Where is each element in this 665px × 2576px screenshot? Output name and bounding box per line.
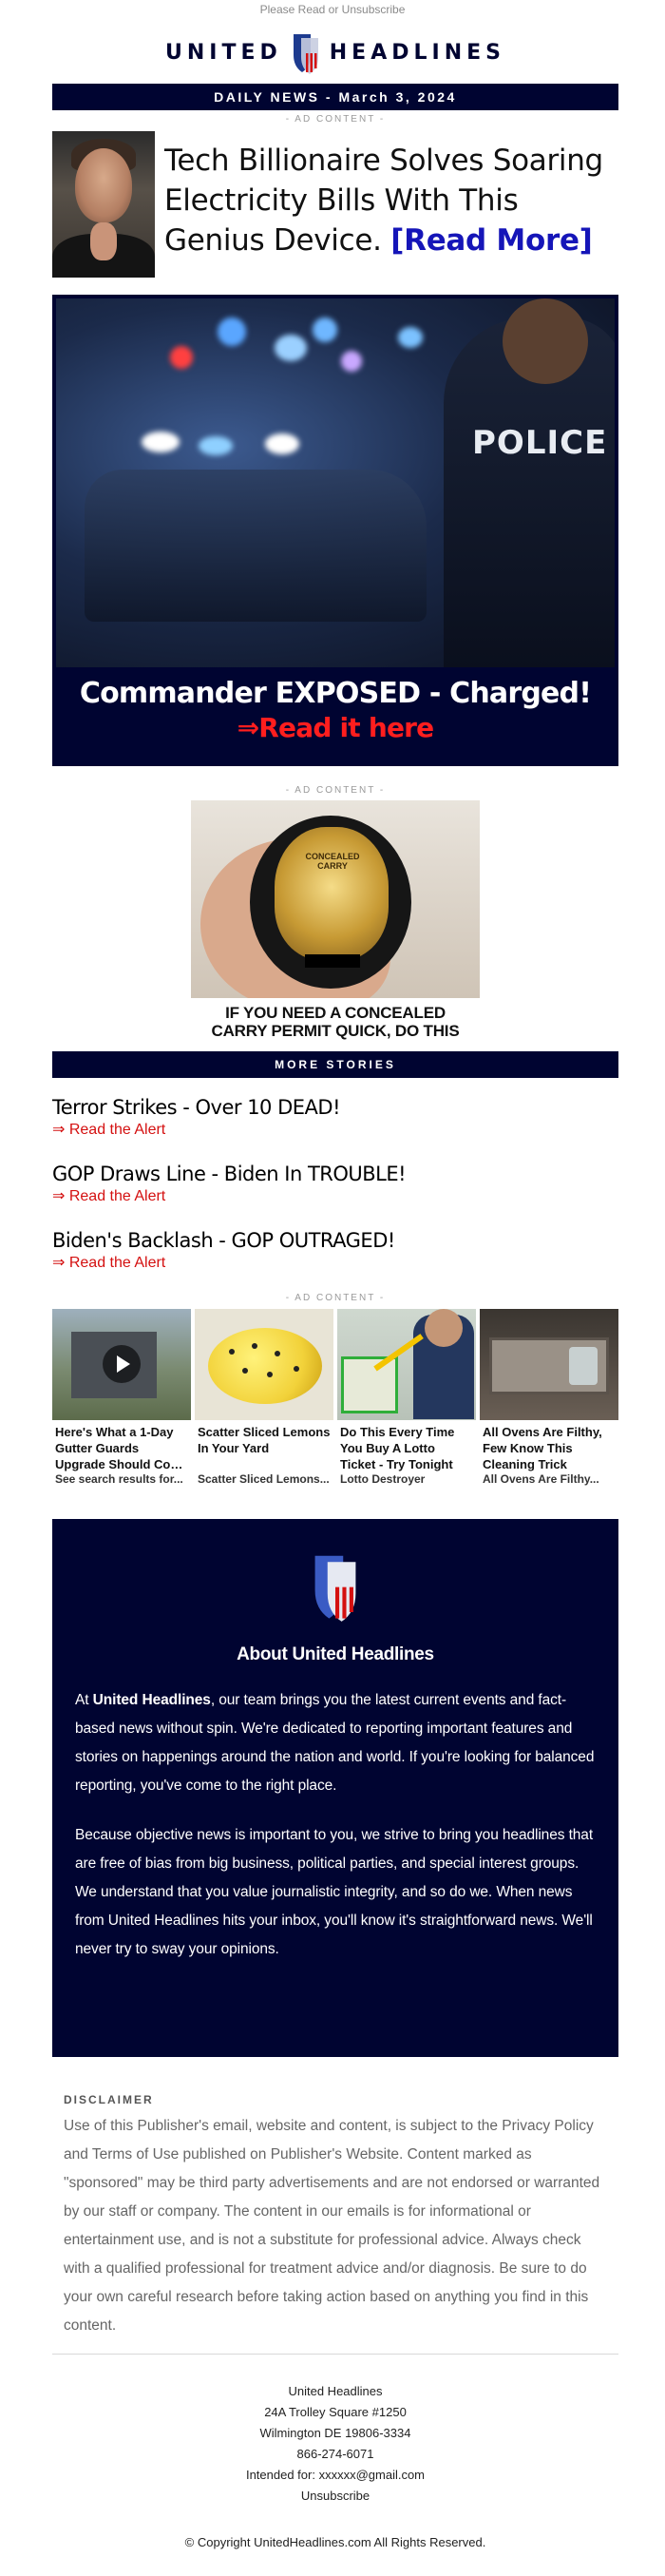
badge-photo[interactable] <box>191 800 480 998</box>
badge-icon <box>275 827 389 960</box>
about-paragraph-1 <box>75 1665 596 1800</box>
shield-logo-icon <box>309 1549 362 1622</box>
copyright: © Copyright UnitedHeadlines.com All Rights Reserved. <box>184 2535 486 2549</box>
about-brand-name: United Headlines <box>92 1692 211 1708</box>
ad-headline[interactable] <box>164 131 618 279</box>
about-section <box>52 1519 618 2057</box>
story-item[interactable] <box>52 1156 618 1222</box>
disclaimer-title: DISCLAIMER <box>64 2093 154 2106</box>
story-title[interactable]: GOP Draws Line - Biden In TROUBLE! <box>52 1163 407 1185</box>
native-ad-source: Scatter Sliced Lemons... <box>198 1472 330 1486</box>
ad-portrait-image[interactable] <box>52 131 155 278</box>
native-ad-source: All Ovens Are Filthy... <box>483 1472 599 1486</box>
native-ad-card[interactable] <box>52 1309 191 1487</box>
caption-line-1: IF YOU NEED A CONCEALED <box>225 1004 446 1022</box>
more-stories-list <box>52 1078 618 1289</box>
native-ad-title[interactable]: All Ovens Are Filthy, Few Know This Cleaning Trick <box>483 1425 602 1471</box>
native-ads-grid <box>52 1308 618 1487</box>
ad-headline-text[interactable]: Tech Billionaire Solves Soaring Electricity Bills With This Genius Device. <box>164 144 603 258</box>
preheader <box>0 0 665 21</box>
police-vest-text: POLICE <box>472 424 608 462</box>
about-logo <box>75 1549 596 1622</box>
story-item[interactable] <box>52 1089 618 1156</box>
about-paragraph-2: Because objective news is important to you, we strive to bring you headlines that are free of bias from big business, political parties, and special interest groups. We understand that you value journalistic integrity, and so do we. When news from United Headlines hits your inbox, you'll know it's straightforward news. We'll never try to sway your opinions. <box>75 1827 594 1957</box>
native-ad-card[interactable] <box>337 1309 476 1487</box>
brand-right-word: HEADLINES <box>329 40 505 65</box>
lotto-ad-image[interactable] <box>337 1309 476 1420</box>
native-ad-source: See search results for... <box>55 1472 183 1486</box>
dateline-bar: DAILY NEWS - March 3, 2024 <box>52 84 618 110</box>
native-ad-source: Lotto Destroyer <box>340 1472 426 1486</box>
story-read-alert-link[interactable]: ⇒ Read the Alert <box>52 1255 166 1271</box>
ad-content-label: - AD CONTENT - <box>285 114 386 125</box>
concealed-carry-caption[interactable] <box>191 998 480 1040</box>
billionaire-ad[interactable] <box>52 129 618 279</box>
footer-company: United Headlines <box>288 2384 383 2398</box>
hero-read-link[interactable]: ⇒Read it here <box>237 712 434 743</box>
lemons-ad-image[interactable] <box>195 1309 333 1420</box>
hero-story[interactable] <box>52 295 618 766</box>
brand-left-word: UNITED <box>165 40 282 65</box>
more-stories-heading: MORE STORIES <box>52 1051 618 1078</box>
native-ad-card[interactable] <box>480 1309 618 1487</box>
badge-text: CONCEALED CARRY <box>305 852 360 871</box>
hero-title[interactable]: Commander EXPOSED - Charged! <box>79 677 592 710</box>
footer-phone: 866-274-6071 <box>296 2447 374 2461</box>
story-read-alert-link[interactable]: ⇒ Read the Alert <box>52 1188 166 1204</box>
brand-logo[interactable] <box>52 21 618 84</box>
hero-police-image[interactable] <box>56 298 615 667</box>
native-ad-title[interactable]: Scatter Sliced Lemons In Your Yard <box>198 1425 331 1455</box>
story-read-alert-link[interactable]: ⇒ Read the Alert <box>52 1122 166 1138</box>
oven-ad-image[interactable] <box>480 1309 618 1420</box>
footer <box>52 2355 618 2507</box>
unsubscribe-link[interactable]: Unsubscribe <box>300 2489 370 2503</box>
disclaimer-section <box>52 2057 618 2355</box>
concealed-carry-ad-body[interactable] <box>191 800 480 1040</box>
ad-content-label-3: - AD CONTENT - <box>285 1293 386 1303</box>
gutter-ad-image[interactable] <box>52 1309 191 1420</box>
native-ad-title[interactable]: Do This Every Time You Buy A Lotto Ticket - Try Tonight <box>340 1425 455 1471</box>
story-title[interactable]: Terror Strikes - Over 10 DEAD! <box>52 1096 340 1119</box>
about-title: About United Headlines <box>237 1644 434 1664</box>
native-ad-title[interactable]: Here's What a 1-Day Gutter Guards Upgrade Should Cost <box>55 1425 181 1471</box>
ad-content-label-2: - AD CONTENT - <box>285 785 386 796</box>
footer-intended-for: Intended for: xxxxxx@gmail.com <box>245 2468 426 2482</box>
story-title[interactable]: Biden's Backlash - GOP OUTRAGED! <box>52 1229 395 1252</box>
footer-address-1: 24A Trolley Square #1250 <box>264 2405 407 2419</box>
concealed-carry-ad[interactable] <box>52 781 618 1040</box>
story-item[interactable] <box>52 1222 618 1289</box>
about-p1-rest: , our team brings you the latest current events and fact-based news without spin. We're dedicated to reporting important features and stories on happenings around the nation and world. If you're looking for balanced reporting, you've come to the right place. <box>75 1692 595 1794</box>
native-ad-card[interactable] <box>195 1309 333 1487</box>
email-body <box>52 21 618 2549</box>
read-more-link[interactable]: [Read More] <box>390 223 593 258</box>
footer-address-2: Wilmington DE 19806-3334 <box>259 2426 411 2440</box>
play-icon[interactable] <box>103 1345 141 1383</box>
hero-caption <box>56 667 615 745</box>
disclaimer-text: Use of this Publisher's email, website and content, is subject to the Privacy Policy and Terms of Use published on Publisher's Website. Content marked as "sponsored" may be third party advertisements and are not endorsed or warranted by our staff or company. The content in our emails is for informational or entertainment use, and is not a substitute for professional advice. Always check with a qualified professional for treatment advice and/or diagnosis. Be sure to do your own careful research before taking action based on anything you find in this content. <box>64 2118 600 2334</box>
shield-logo-icon <box>290 30 322 74</box>
preheader-link[interactable]: Please Read or Unsubscribe <box>259 3 406 16</box>
about-p1-prefix: At <box>75 1692 93 1708</box>
caption-line-2: CARRY PERMIT QUICK, DO THIS <box>211 1022 460 1040</box>
